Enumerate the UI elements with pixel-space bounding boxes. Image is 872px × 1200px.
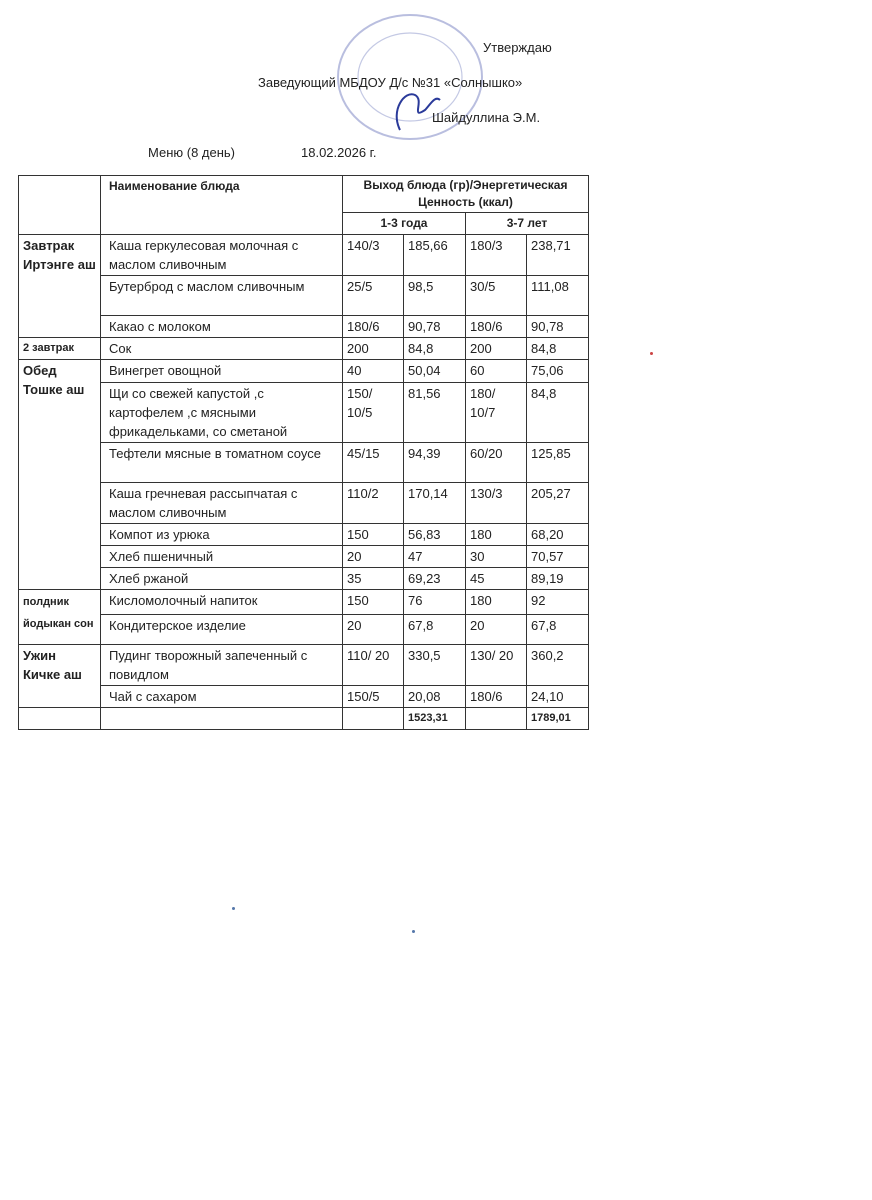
table-row — [19, 615, 589, 645]
dish-name: Каша геркулесовая молочная с маслом сливочным — [101, 235, 343, 276]
approve-label: Утверждаю — [483, 40, 552, 55]
value-k2: 70,57 — [527, 546, 589, 568]
value-k2: 92 — [527, 590, 589, 615]
value-w2: 180 — [466, 524, 527, 546]
dish-name: Сок — [101, 338, 343, 360]
dish-name-header: Наименование блюда — [101, 176, 343, 235]
dish-name: Пудинг творожный запеченный с повидлом — [101, 645, 343, 686]
value-k1: 76 — [404, 590, 466, 615]
value-k2: 68,20 — [527, 524, 589, 546]
value-k1: 185,66 — [404, 235, 466, 276]
value-w1: 20 — [343, 615, 404, 645]
value-k1: 84,8 — [404, 338, 466, 360]
meal-name: Обед Тошке аш — [19, 360, 101, 590]
dish-name: Хлеб ржаной — [101, 568, 343, 590]
menu-date: 18.02.2026 г. — [301, 145, 377, 160]
value-k2: 238,71 — [527, 235, 589, 276]
value-k2: 205,27 — [527, 483, 589, 524]
meal-header-cell — [19, 176, 101, 235]
table-row — [19, 443, 589, 483]
empty-cell — [19, 708, 101, 730]
total-value: 1523,31 — [404, 708, 466, 730]
value-k2: 84,8 — [527, 383, 589, 443]
meal-name: Завтрак Иртэнге аш — [19, 235, 101, 338]
value-w2: 130/3 — [466, 483, 527, 524]
meal-name: Ужин Кичке аш — [19, 645, 101, 708]
value-w1: 180/6 — [343, 316, 404, 338]
table-row — [19, 524, 589, 546]
value-k1: 50,04 — [404, 360, 466, 383]
value-w1: 45/15 — [343, 443, 404, 483]
value-w2: 180 — [466, 590, 527, 615]
value-w1: 200 — [343, 338, 404, 360]
dish-name: Хлеб пшеничный — [101, 546, 343, 568]
table-row — [19, 383, 589, 443]
value-w1: 150 — [343, 524, 404, 546]
value-w2: 180/3 — [466, 235, 527, 276]
menu-title: Меню (8 день) — [148, 145, 236, 160]
value-k2: 111,08 — [527, 276, 589, 316]
value-w2: 60/20 — [466, 443, 527, 483]
age-1-3-header: 1-3 года — [343, 213, 466, 235]
value-k2: 89,19 — [527, 568, 589, 590]
meal-name: полдник йодыкан сон — [19, 590, 101, 645]
value-k2: 75,06 — [527, 360, 589, 383]
value-k2: 67,8 — [527, 615, 589, 645]
table-row — [19, 568, 589, 590]
value-k1: 81,56 — [404, 383, 466, 443]
table-row — [19, 338, 589, 360]
table-row — [19, 645, 589, 686]
scan-speck — [650, 352, 653, 355]
value-k2: 84,8 — [527, 338, 589, 360]
value-w2: 130/ 20 — [466, 645, 527, 686]
table-row — [19, 590, 589, 615]
table-row — [19, 360, 589, 383]
total-row — [19, 708, 589, 730]
value-k1: 330,5 — [404, 645, 466, 686]
empty-cell — [343, 708, 404, 730]
dish-name: Щи со свежей капустой ,с картофелем ,с мясными фрикадельками, со сметаной — [101, 383, 343, 443]
output-header: Выход блюда (гр)/Энергетическая Ценность (ккал) — [343, 176, 589, 213]
dish-name: Каша гречневая рассыпчатая с маслом сливочным — [101, 483, 343, 524]
signer-name: Шайдуллина Э.М. — [432, 110, 541, 125]
value-w1: 35 — [343, 568, 404, 590]
empty-cell — [101, 708, 343, 730]
value-k2: 24,10 — [527, 686, 589, 708]
value-w2: 20 — [466, 615, 527, 645]
menu-table — [18, 175, 589, 730]
value-w2: 30/5 — [466, 276, 527, 316]
value-w2: 200 — [466, 338, 527, 360]
value-k1: 90,78 — [404, 316, 466, 338]
value-w1: 110/2 — [343, 483, 404, 524]
table-row — [19, 235, 589, 276]
scan-speck — [412, 930, 415, 933]
empty-cell — [466, 708, 527, 730]
value-k1: 94,39 — [404, 443, 466, 483]
table-row — [19, 316, 589, 338]
dish-name: Чай с сахаром — [101, 686, 343, 708]
value-w1: 40 — [343, 360, 404, 383]
value-k1: 56,83 — [404, 524, 466, 546]
age-3-7-header: 3-7 лет — [466, 213, 589, 235]
value-k1: 20,08 — [404, 686, 466, 708]
dish-name: Тефтели мясные в томатном соусе — [101, 443, 343, 483]
value-k1: 69,23 — [404, 568, 466, 590]
value-w1: 150/ 10/5 — [343, 383, 404, 443]
value-w2: 180/6 — [466, 316, 527, 338]
value-w2: 180/ 10/7 — [466, 383, 527, 443]
value-k1: 67,8 — [404, 615, 466, 645]
dish-name: Какао с молоком — [101, 316, 343, 338]
dish-name: Винегрет овощной — [101, 360, 343, 383]
meal-name: 2 завтрак — [19, 338, 101, 360]
value-k2: 90,78 — [527, 316, 589, 338]
value-w2: 60 — [466, 360, 527, 383]
scan-speck — [232, 907, 235, 910]
value-k1: 98,5 — [404, 276, 466, 316]
value-w1: 110/ 20 — [343, 645, 404, 686]
dish-name: Кисломолочный напиток — [101, 590, 343, 615]
table-row — [19, 483, 589, 524]
table-row — [19, 686, 589, 708]
value-k1: 47 — [404, 546, 466, 568]
dish-name: Бутерброд с маслом сливочным — [101, 276, 343, 316]
value-w2: 45 — [466, 568, 527, 590]
value-w1: 150 — [343, 590, 404, 615]
value-k1: 170,14 — [404, 483, 466, 524]
dish-name: Кондитерское изделие — [101, 615, 343, 645]
value-k2: 125,85 — [527, 443, 589, 483]
value-k2: 360,2 — [527, 645, 589, 686]
total-value: 1789,01 — [527, 708, 589, 730]
position-label: Заведующий МБДОУ Д/с №31 «Солнышко» — [258, 75, 523, 90]
value-w1: 20 — [343, 546, 404, 568]
value-w2: 30 — [466, 546, 527, 568]
dish-name: Компот из урюка — [101, 524, 343, 546]
table-row — [19, 546, 589, 568]
value-w1: 25/5 — [343, 276, 404, 316]
value-w1: 150/5 — [343, 686, 404, 708]
value-w2: 180/6 — [466, 686, 527, 708]
value-w1: 140/3 — [343, 235, 404, 276]
table-row — [19, 276, 589, 316]
